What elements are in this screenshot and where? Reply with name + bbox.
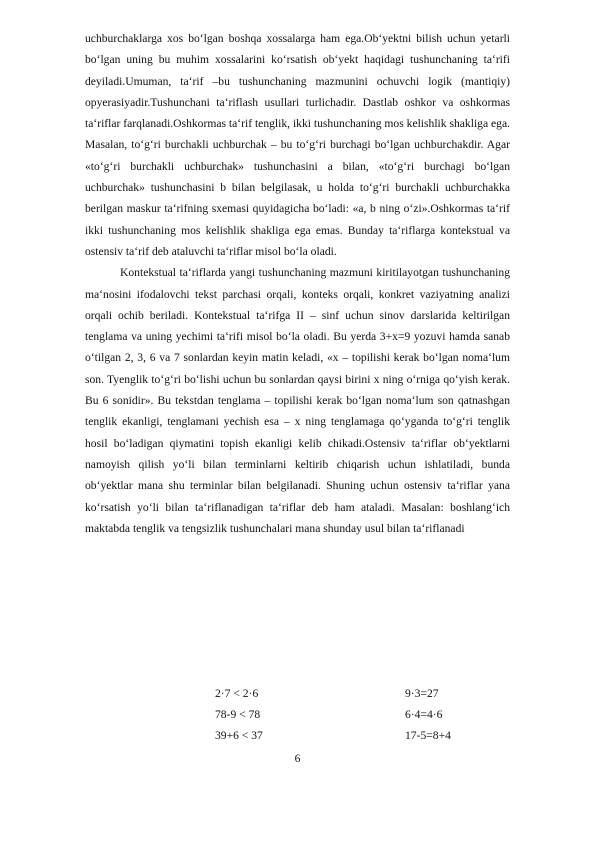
paragraph-intro: uchburchaklarga xos bo‘lgan boshqa xossalarga ham ega.Ob‘yektni bilish uchun yetarli bo‘lgan uning bu muhim xossalarini ko‘rsatish ob‘yekt haqidagi tushunchaning ta‘rifi deyiladi.Umuman, ta‘rif –bu tushunchaning mazmunini ochuvchi logik (mantiqiy) opyerasiyadir.Tushunchani ta‘riflash usullari turlichadir. Dastlab oshkor va oshkormas ta‘riflar farqlanadi.Oshkormas ta‘rif tenglik, ikki tushunchaning mos kelishlik shakliga ega. Masalan, to‘g‘ri burchakli uchburchak – bu to‘g‘ri burchagi bo‘lgan uchburchakdir. Agar «to‘g‘ri burchakli uchburchak» tushunchasini a bilan, «to‘g‘ri burchagi bo‘lgan uchburchak» tushunchasini b bilan belgilasak, u holda to‘g‘ri burchakli uchburchakka berilgan maskur ta‘rifning sxemasi quyidagicha bo‘ladi: «a, b ning o‘zi».Oshkormas ta‘rif ikki tushunchaning mos kelishlik shakliga ega emas. Bunday ta‘riflarga kontekstual va ostensiv ta‘rif deb ataluvchi ta‘riflar misol bo‘la oladi. [85,32,510,258]
paragraph-contextual-definitions: Kontekstual ta‘riflarda yangi tushunchaning mazmuni kiritilayotgan tushunchaning ma‘nosini ifodalovchi tekst parchasi orqali, konteks orqali, konkret vaziyatning analizi orqali ochib beriladi. Kontekstual ta‘rifga II – sinf uchun sinov darslarida keltirilgan tenglama va uning yechimi ta‘rifi misol bo‘la oladi. Bu yerda 3+x=9 yozuvi hamda sanab o‘tilgan 2, 3, 6 va 7 sonlardan keyin matin keladi, «x – topilishi kerak bo‘lgan noma‘lum son. Tyenglik to‘g‘ri bo‘lishi uchun bu sonlardan qaysi birini x ning o‘rniga qo‘yish kerak. Bu 6 sonidir». Bu tekstdan tenglama – topilishi kerak bo‘lgan noma‘lum son qatnashgan tenglik ekanligi, tenglamani yechish esa – x ning tenglamaga qo‘yganda to‘g‘ri tenglik hosil bo‘ladigan qiymatini topish ekanligi kelib chikadi.Ostensiv ta‘riflar ob‘yektlarni namoyish qilish yo‘li bilan terminlarni keltirib chiqarish uchun ishlatiladi, bunda ob‘yektlar mana shu terminlar bilan belgilanadi. Shuning uchun ostensiv ta‘riflar yana ko‘rsatish yo‘li bilan ta‘riflanadigan ta‘riflar deb ham ataladi. Masalan: boshlang‘ich maktabda tenglik va tengsizlik tushunchalari mana shunday usul bilan ta‘riflanadi [85,266,510,535]
inequality-example: 2·7 < 2·6 [215,687,259,700]
inequality-example: 78-9 < 78 [215,708,261,721]
example-row [215,725,515,746]
document-body [85,28,510,539]
example-row [215,704,515,725]
equality-example: 6·4=4·6 [405,708,443,721]
example-row [215,683,515,704]
equality-example: 17-5=8+4 [405,729,451,742]
equality-example: 9·3=27 [405,687,439,700]
page-number: 6 [294,752,301,765]
inequality-example: 39+6 < 37 [215,729,263,742]
examples-list [215,683,515,746]
